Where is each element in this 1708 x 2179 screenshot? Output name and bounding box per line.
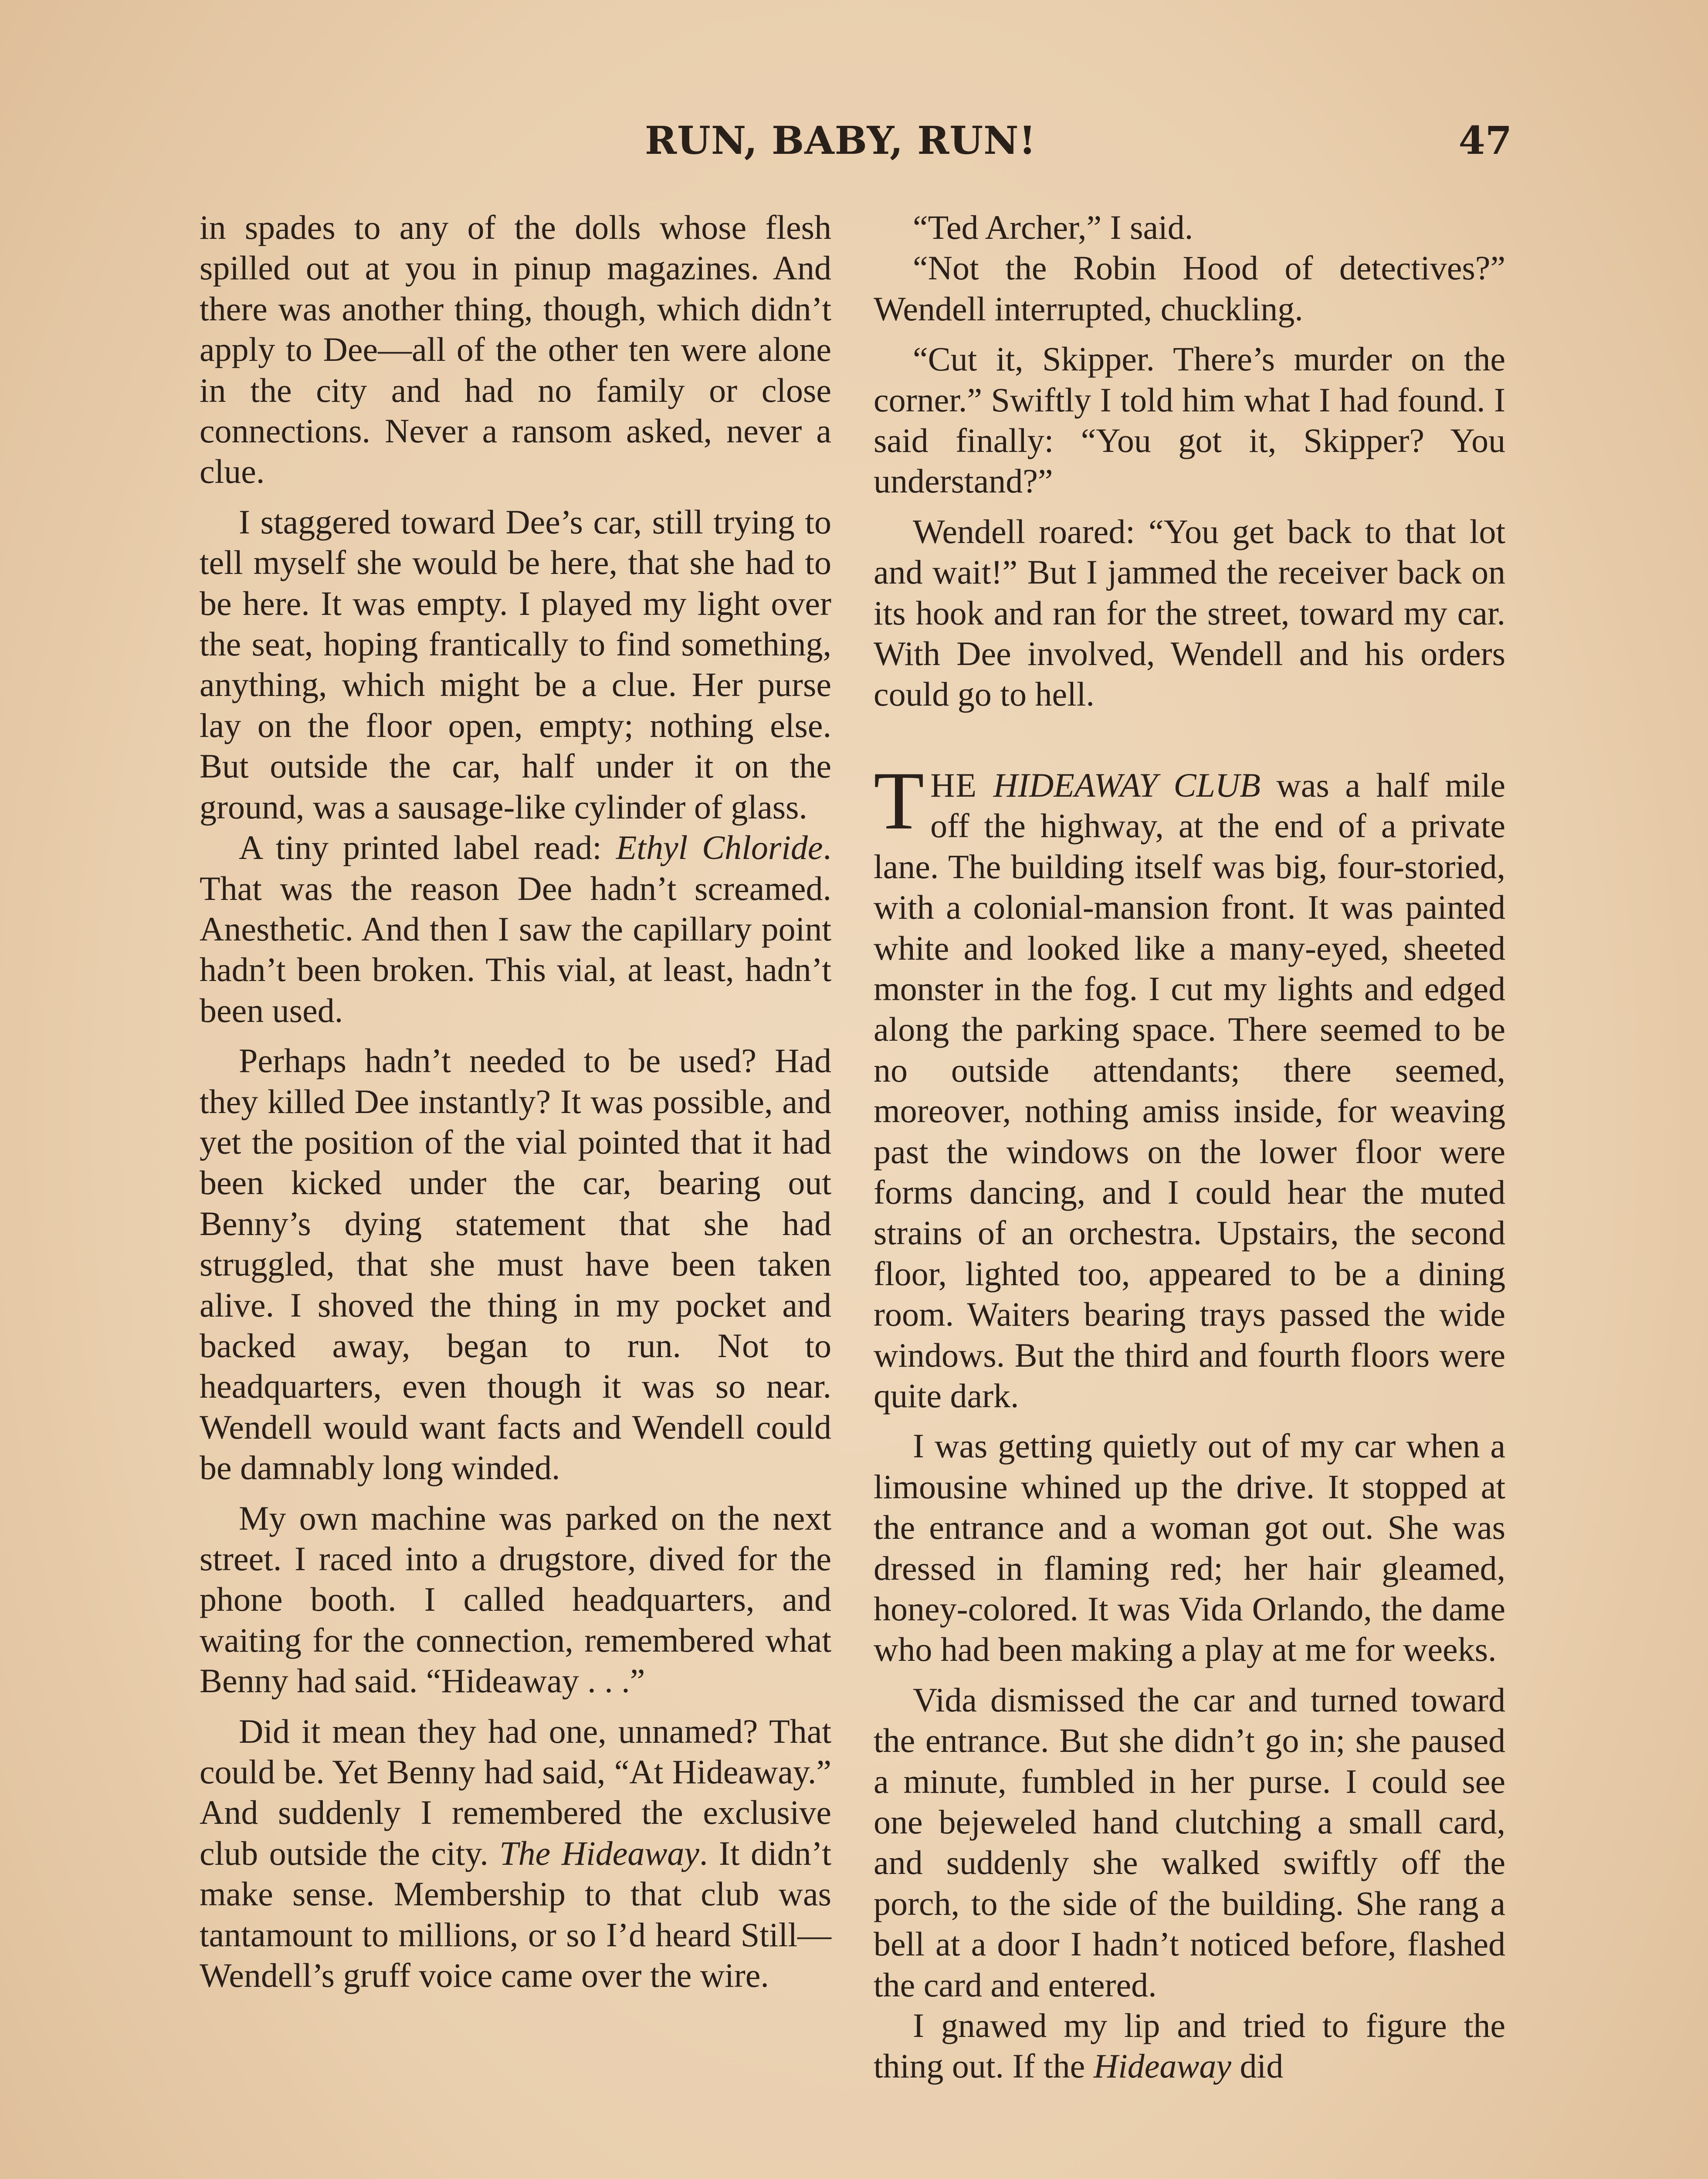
lead-caps: HE: [930, 766, 978, 804]
italic-text: Ethyl Chloride: [616, 828, 823, 867]
paragraph: I was getting quietly out of my car when a limousine whined up the drive. It stopped at the entrance and a woman got out. She was dressed in flaming red; her hair gleamed, honey-colored. It was Vida Orlando, the dame who had been making a play at me for weeks.: [874, 1427, 1505, 1669]
paragraph: Vida dismissed the car and turned toward the entrance. But she didn’t go in; she paused a minute, fumbled in her purse. I could see one bejeweled hand clutching a small card, and suddenly she walked swiftly off the porch, to the side of the building. She rang a bell at a door I hadn’t noticed before, flashed the card and entered.: [874, 1680, 1505, 2004]
paragraph: [200, 1711, 831, 1996]
paragraph: “Cut it, Skipper. There’s murder on the corner.” Swiftly I told him what I had found. I said finally: “You got it, Skipper? You understand?”: [874, 340, 1505, 500]
paragraph: My own machine was parked on the next street. I raced into a drugstore, dived for the phone booth. I called headquarters, and waiting for the connection, remembered what Benny had said. “Hideaway . . .”: [200, 1499, 831, 1700]
club-name: HIDEAWAY CLUB: [993, 766, 1261, 804]
paragraph-text: I gnawed my lip and tried to figure the thing out. If the: [874, 2006, 1505, 2085]
right-column: [874, 207, 1505, 2087]
paragraph-text: A tiny printed label read:: [239, 828, 616, 867]
paragraph-text: . It didn’t make sense. Membership to that club was tantamount to millions, or so I’d heard Still—Wendell’s gruff voice came over the wire.: [200, 1834, 832, 1995]
left-column: [200, 207, 831, 1996]
paragraph: in spades to any of the dolls whose flesh spilled out at you in pinup magazines. And there was another thing, though, which didn’t apply to Dee—all of the other ten were alone in the city and had no family or close connections. Never a ransom asked, never a clue.: [200, 208, 831, 491]
italic-text: The Hideaway: [499, 1834, 699, 1872]
paragraph: I staggered toward Dee’s car, still trying to tell myself she would be here, that she had to be here. It was empty. I played my light over the seat, hoping frantically to find something, anything, which might be a clue. Her purse lay on the floor open, empty; nothing else. But outside the car, half under it on the ground, was a sausage-like cylinder of glass.: [200, 502, 831, 826]
paragraph: Perhaps hadn’t needed to be used? Had they killed Dee instantly? It was possible, and yet the position of the vial pointed that it had been kicked under the car, bearing out Benny’s dying statement that she had struggled, that she must have been taken alive. I shoved the thing in my pocket and backed away, began to run. Not to headquarters, even though it was so near. Wendell would want facts and Wendell could be damnably long winded.: [200, 1042, 831, 1487]
paragraph: “Not the Robin Hood of detectives?” Wendell interrupted, chuckling.: [874, 249, 1505, 328]
running-title: RUN, BABY, RUN!: [645, 118, 1037, 163]
paragraph-text: was a half mile off the highway, at the end of a private lane. The building itself was big, four-storied, with a colonial-mansion front. It was painted white and looked like a many-eyed, sheeted monster in the fog. I cut my lights and edged along the parking space. There seemed to be no outside attendants; there seemed, moreover, nothing amiss inside, for weaving past the windows on the lower floor were forms dancing, and I could hear the muted strains of an orchestra. Upstairs, the second floor, lighted too, appeared to be a dining room. Waiters bearing trays passed the wide windows. But the third and fourth floors were quite dark.: [874, 766, 1505, 1415]
paragraph: [200, 827, 831, 1031]
drop-cap: T: [874, 755, 925, 847]
section-opening-paragraph: [874, 755, 1505, 1416]
page-number: 47: [1458, 118, 1512, 163]
page-header: [200, 118, 1512, 183]
paragraph: “Ted Archer,” I said.: [913, 208, 1193, 246]
paragraph-text: . That was the reason Dee hadn’t screamed. Anesthetic. And then I saw the capillary point hadn’t been broken. This vial, at least, hadn’t been used.: [200, 828, 831, 1029]
paragraph-text: did: [1231, 2047, 1284, 2085]
paragraph: [874, 2005, 1505, 2087]
paragraph: Wendell roared: “You get back to that lot and wait!” But I jammed the receiver back on its hook and ran for the street, toward my car. With Dee involved, Wendell and his orders could go to hell.: [874, 512, 1505, 713]
italic-text: Hideaway: [1093, 2047, 1232, 2085]
paragraph-text: Did it mean they had one, unnamed? That could be. Yet Benny had said, “At Hideaway.” And suddenly I remembered the exclusive club outside the city.: [200, 1712, 831, 1872]
